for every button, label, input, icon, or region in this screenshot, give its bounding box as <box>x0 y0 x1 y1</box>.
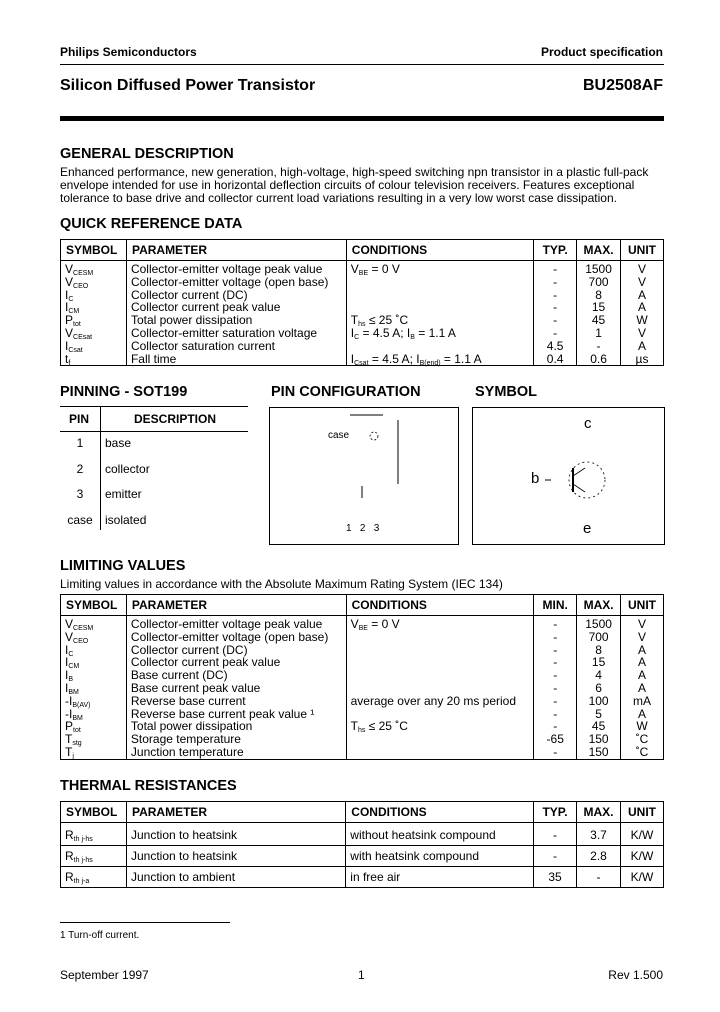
conditions-cell <box>346 720 534 733</box>
text: V <box>65 617 74 631</box>
subscript: th j-hs <box>73 836 93 843</box>
footer-page-number: 1 <box>358 968 365 982</box>
column-header-max: MAX. <box>577 240 621 261</box>
subscript: C <box>68 295 74 303</box>
column-header-unit: UNIT <box>621 240 664 261</box>
table-row <box>61 631 664 644</box>
subscript: CESM <box>73 625 94 632</box>
subscript: CM <box>68 663 80 671</box>
max-cell: 5 <box>577 708 621 721</box>
conditions-cell <box>346 846 534 867</box>
unit-cell: ˚C <box>621 746 664 759</box>
limiting-values-table <box>60 594 664 760</box>
subscript: C <box>68 650 74 658</box>
column-header-max: MAX. <box>577 595 621 616</box>
table-row <box>61 695 664 708</box>
text: average over any 20 ms period <box>350 693 517 708</box>
subscript: hs <box>358 321 366 329</box>
table-row <box>61 261 664 276</box>
text: V <box>65 325 74 340</box>
subscript: BM <box>68 688 79 696</box>
emitter-label: e <box>583 520 592 537</box>
case-label: case <box>328 430 350 441</box>
pin-number: 3 <box>76 487 84 501</box>
typ-cell: 0.4 <box>534 353 577 366</box>
max-cell: 0.6 <box>577 353 621 366</box>
thermal-resistances-table <box>60 801 664 888</box>
conditions-cell <box>346 733 534 746</box>
unit-cell: K/W <box>620 823 663 846</box>
symbol-cell <box>61 289 127 302</box>
text: = 0 V <box>367 617 400 631</box>
pin-description: emitter <box>105 487 142 501</box>
conditions-cell <box>346 631 534 644</box>
column-header-max: MAX. <box>577 802 621 823</box>
parameter-cell: Collector-emitter voltage peak value <box>126 261 346 276</box>
text: T <box>350 313 359 328</box>
conditions-cell <box>346 867 534 888</box>
subscript: CEO <box>73 282 89 290</box>
max-cell: 150 <box>577 746 621 759</box>
symbol-cell <box>61 846 127 867</box>
max-cell: 3.7 <box>577 823 621 846</box>
text: V <box>65 629 74 644</box>
max-cell: - <box>577 340 621 353</box>
subscript: CEO <box>73 637 89 645</box>
subscript: Csat <box>68 346 83 354</box>
text: ≤ 25 ˚C <box>365 313 409 328</box>
symbol-cell <box>61 746 127 759</box>
column-header-parameter: PARAMETER <box>126 595 346 616</box>
text: R <box>65 849 74 863</box>
pin-number: 2 <box>76 461 84 476</box>
text: without heatsink compound <box>350 828 496 842</box>
conditions-cell <box>346 353 533 366</box>
unit-cell: K/W <box>620 867 663 888</box>
conditions-cell <box>346 656 534 669</box>
text: V <box>65 274 74 289</box>
footer-revision: Rev 1.500 <box>608 968 663 982</box>
max-cell: 2.8 <box>577 846 621 867</box>
subscript: j <box>72 752 74 760</box>
table-row <box>61 340 664 353</box>
table-row <box>61 276 664 289</box>
text: I <box>65 668 69 683</box>
text: I <box>65 338 69 353</box>
max-cell: - <box>577 867 621 888</box>
parameter-cell: Collector current peak value <box>126 301 346 314</box>
symbol-cell <box>61 867 127 888</box>
pinning-heading: PINNING - SOT199 <box>60 384 188 400</box>
symbol-cell <box>61 631 127 644</box>
conditions-cell <box>346 669 534 682</box>
symbol-cell <box>61 340 127 353</box>
text: -I <box>65 693 73 708</box>
column-header-symbol: SYMBOL <box>61 595 127 616</box>
conditions-cell <box>346 616 534 631</box>
base-label: b <box>531 470 540 487</box>
typ-cell: 4.5 <box>534 340 577 353</box>
symbol-cell <box>61 669 127 682</box>
typ-cell: - <box>534 823 577 846</box>
subscript: BE <box>358 625 368 632</box>
subscript: Csat <box>354 359 369 367</box>
text: P <box>65 313 74 328</box>
column-header-min: MIN. <box>534 595 577 616</box>
description-line: tolerance to base drive and collector current load variations resulting in a very low worst case dissipation. <box>60 191 617 205</box>
text: V <box>65 262 74 276</box>
symbol-cell <box>61 327 127 340</box>
conditions-cell <box>346 695 534 708</box>
typ-cell: - <box>534 327 577 340</box>
subscript: CM <box>68 308 80 316</box>
text: I <box>350 351 355 366</box>
text: ≤ 25 ˚C <box>365 719 408 734</box>
symbol-heading: SYMBOL <box>475 384 538 400</box>
unit-cell: V <box>621 261 664 276</box>
conditions-cell <box>346 327 533 340</box>
text: V <box>350 262 359 276</box>
subscript: th j-a <box>73 878 90 885</box>
parameter-cell: Collector current peak value <box>126 656 346 669</box>
subscript: B <box>68 676 74 684</box>
min-cell: - <box>534 631 577 644</box>
column-header-parameter: PARAMETER <box>126 802 345 823</box>
description-line: envelope intended for use in horizontal deflection circuits of colour television receivers. Features exceptional <box>60 178 635 192</box>
title-rule <box>60 116 664 121</box>
unit-cell: W <box>621 314 664 327</box>
max-cell: 45 <box>577 314 621 327</box>
text: R <box>65 828 74 842</box>
typ-cell: - <box>534 261 577 276</box>
transistor-symbol-diagram <box>472 407 665 545</box>
subscript: B(end) <box>419 359 441 367</box>
limiting-values-heading: LIMITING VALUES <box>60 558 186 574</box>
min-cell: - <box>534 746 577 759</box>
subscript: B <box>410 333 415 341</box>
subscript: BE <box>358 270 369 277</box>
text: -I <box>65 706 73 721</box>
parameter-cell: Junction temperature <box>126 746 346 759</box>
thermal-resistances-heading: THERMAL RESISTANCES <box>60 778 237 794</box>
min-cell: - <box>534 656 577 669</box>
document-title: Silicon Diffused Power Transistor <box>60 77 316 94</box>
unit-cell: µs <box>621 353 664 366</box>
text: I <box>350 325 355 340</box>
max-cell: 700 <box>577 276 621 289</box>
transistor-symbol-graphic <box>473 408 664 544</box>
text: T <box>65 744 73 759</box>
conditions-cell <box>346 276 533 289</box>
subscript: tot <box>73 727 81 735</box>
symbol-cell <box>61 616 127 631</box>
max-cell: 15 <box>577 656 621 669</box>
parameter-cell: Reverse base current <box>126 695 346 708</box>
part-number: BU2508AF <box>582 77 663 94</box>
parameter-cell: Collector saturation current <box>126 340 346 353</box>
symbol-cell <box>61 644 127 657</box>
text: T <box>350 719 358 734</box>
pinning-table <box>60 406 248 530</box>
unit-cell: mA <box>621 695 664 708</box>
max-cell: 45 <box>577 720 621 733</box>
unit-cell: A <box>621 682 664 695</box>
subscript: f <box>68 359 71 367</box>
max-cell: 8 <box>577 289 621 302</box>
general-description-text <box>60 166 664 205</box>
pin-description: base <box>105 436 132 450</box>
column-header-unit: UNIT <box>621 595 664 616</box>
symbol-cell <box>61 276 127 289</box>
conditions-cell <box>346 823 534 846</box>
footer-date: September 1997 <box>60 968 149 982</box>
column-header-conditions: CONDITIONS <box>346 240 533 261</box>
text: I <box>65 287 69 302</box>
max-cell: 150 <box>577 733 621 746</box>
subscript: th j-hs <box>73 857 93 864</box>
typ-cell: - <box>534 289 577 302</box>
max-cell: 8 <box>577 644 621 657</box>
column-header-typ: TYP. <box>534 802 577 823</box>
subscript: CEsat <box>73 333 93 341</box>
text: t <box>65 351 69 366</box>
unit-cell: A <box>621 289 664 302</box>
conditions-cell <box>346 289 533 302</box>
conditions-cell <box>346 746 534 759</box>
parameter-cell: Storage temperature <box>126 733 346 746</box>
text: = 0 V <box>368 262 400 276</box>
min-cell: - <box>534 616 577 631</box>
max-cell: 1500 <box>577 616 621 631</box>
text: I <box>65 655 69 670</box>
unit-cell: A <box>621 340 664 353</box>
text: = 4.5 A; I <box>368 351 420 366</box>
table-row <box>61 616 664 631</box>
text: I <box>65 642 69 657</box>
unit-cell: V <box>621 616 664 631</box>
symbol-cell <box>61 261 127 276</box>
min-cell: - <box>534 669 577 682</box>
text: P <box>65 719 74 734</box>
header-rule <box>60 64 664 65</box>
subscript: BM <box>72 714 83 722</box>
quick-reference-heading: QUICK REFERENCE DATA <box>60 216 243 232</box>
limiting-values-intro: Limiting values in accordance with the Absolute Maximum Rating System (IEC 134) <box>60 577 503 591</box>
pin-description: isolated <box>105 512 147 527</box>
parameter-cell: Collector current (DC) <box>126 289 346 302</box>
min-cell: - <box>534 682 577 695</box>
text: V <box>350 617 359 631</box>
table-row <box>61 823 664 846</box>
column-header-unit: UNIT <box>620 802 663 823</box>
text: I <box>65 300 69 315</box>
pin-number: 1 <box>76 436 84 450</box>
column-header-parameter: PARAMETER <box>126 240 346 261</box>
footnote: 1 Turn-off current. <box>60 930 140 941</box>
quick-reference-table <box>60 239 664 366</box>
parameter-cell: Fall time <box>126 353 346 366</box>
general-description-heading: GENERAL DESCRIPTION <box>60 146 234 162</box>
column-header-symbol: SYMBOL <box>61 802 127 823</box>
max-cell: 4 <box>577 669 621 682</box>
max-cell: 6 <box>577 682 621 695</box>
typ-cell: - <box>534 301 577 314</box>
subscript: C <box>354 333 360 341</box>
pin-configuration-diagram <box>269 407 459 545</box>
document-type: Product specification <box>540 45 663 59</box>
table-row <box>61 353 664 366</box>
column-header-typ: TYP. <box>534 240 577 261</box>
text: R <box>65 870 74 884</box>
min-cell: - <box>534 695 577 708</box>
parameter-cell: Collector-emitter voltage peak value <box>126 616 346 631</box>
column-header-conditions: CONDITIONS <box>346 802 534 823</box>
parameter-cell: Base current (DC) <box>126 669 346 682</box>
parameter-cell: Collector current (DC) <box>126 644 346 657</box>
parameter-cell: Junction to heatsink <box>126 823 345 846</box>
unit-cell: V <box>621 276 664 289</box>
subscript: tot <box>73 321 81 329</box>
parameter-cell: Total power dissipation <box>126 720 346 733</box>
description-col-header: DESCRIPTION <box>134 412 217 426</box>
subscript: hs <box>357 727 366 735</box>
parameter-cell: Total power dissipation <box>126 314 346 327</box>
pin-numbers: 1 2 3 <box>346 523 380 534</box>
max-cell: 15 <box>577 301 621 314</box>
subscript: CESM <box>73 270 94 277</box>
subscript: stg <box>72 740 82 748</box>
collector-label: c <box>584 415 592 432</box>
parameter-cell: Junction to ambient <box>126 867 345 888</box>
table-row <box>61 327 664 340</box>
max-cell: 1 <box>577 327 621 340</box>
unit-cell: V <box>621 631 664 644</box>
symbol-cell <box>61 656 127 669</box>
parameter-cell: Collector-emitter voltage (open base) <box>126 276 346 289</box>
text: in free air <box>350 870 401 884</box>
company-name: Philips Semiconductors <box>60 45 197 59</box>
text: = 1.1 A <box>414 325 456 340</box>
text: T <box>65 732 73 747</box>
unit-cell: A <box>621 669 664 682</box>
table-row <box>61 867 664 888</box>
min-cell: - <box>534 708 577 721</box>
text: = 1.1 A <box>440 351 482 366</box>
symbol-cell <box>61 353 127 366</box>
footnote-rule <box>60 922 230 923</box>
text: with heatsink compound <box>350 849 480 863</box>
max-cell: 100 <box>577 695 621 708</box>
pin-col-header: PIN <box>69 412 90 426</box>
conditions-cell <box>346 644 534 657</box>
min-cell: -65 <box>534 733 577 746</box>
parameter-cell: Base current peak value <box>126 682 346 695</box>
max-cell: 1500 <box>577 261 621 276</box>
column-header-symbol: SYMBOL <box>61 240 127 261</box>
subscript: B(AV) <box>72 701 91 709</box>
conditions-cell <box>346 261 533 276</box>
typ-cell: - <box>534 314 577 327</box>
unit-cell: A <box>621 656 664 669</box>
typ-cell: 35 <box>534 867 577 888</box>
max-cell: 700 <box>577 631 621 644</box>
pin-description: collector <box>105 461 150 476</box>
unit-cell: ˚C <box>621 733 664 746</box>
symbol-cell <box>61 823 127 846</box>
min-cell: - <box>534 644 577 657</box>
pin-configuration-heading: PIN CONFIGURATION <box>271 384 421 400</box>
text: I <box>65 680 69 695</box>
parameter-cell: Reverse base current peak value ¹ <box>126 708 346 721</box>
unit-cell: K/W <box>620 846 663 867</box>
unit-cell: W <box>621 720 664 733</box>
typ-cell: - <box>534 276 577 289</box>
unit-cell: A <box>621 301 664 314</box>
unit-cell: A <box>621 644 664 657</box>
table-row <box>61 846 664 867</box>
pin-number: case <box>67 512 93 527</box>
table-row <box>61 746 664 759</box>
unit-cell: A <box>621 708 664 721</box>
parameter-cell: Collector-emitter saturation voltage <box>126 327 346 340</box>
typ-cell: - <box>534 846 577 867</box>
parameter-cell: Junction to heatsink <box>126 846 345 867</box>
column-header-conditions: CONDITIONS <box>346 595 534 616</box>
pinning-header <box>60 406 248 432</box>
text: = 4.5 A; I <box>359 325 411 340</box>
parameter-cell: Collector-emitter voltage (open base) <box>126 631 346 644</box>
min-cell: - <box>534 720 577 733</box>
description-line: Enhanced performance, new generation, high-voltage, high-speed switching npn transistor in a plastic full-pack <box>60 165 649 179</box>
pinning-divider <box>100 406 101 530</box>
unit-cell: V <box>621 327 664 340</box>
